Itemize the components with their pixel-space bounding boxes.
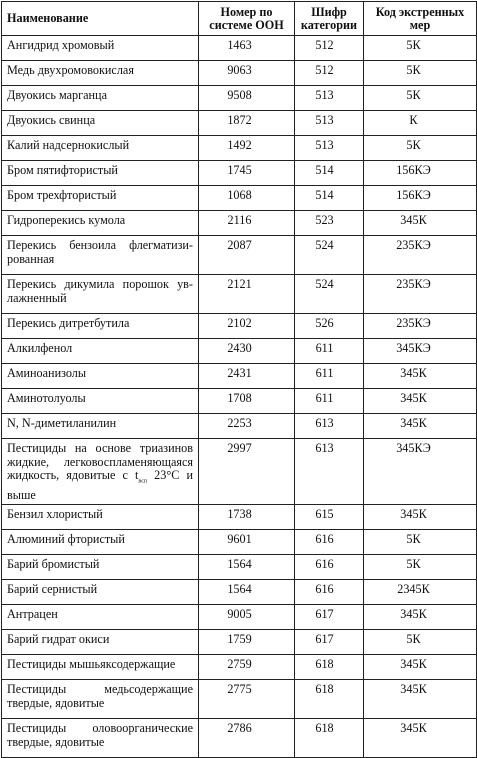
table-row bbox=[2, 680, 477, 719]
cell-code: 345К bbox=[364, 719, 477, 758]
header-code: Код экстренных мер bbox=[364, 2, 477, 36]
table-row bbox=[2, 136, 477, 161]
cell-code: 235КЭ bbox=[364, 314, 477, 339]
cell-name: Двуокись марганца bbox=[2, 86, 199, 111]
hazard-substances-table bbox=[1, 1, 477, 758]
cell-code: 5К bbox=[364, 136, 477, 161]
cell-un-number: 2087 bbox=[199, 236, 295, 275]
cell-code: 5К bbox=[364, 555, 477, 580]
cell-name: Аминоанизолы bbox=[2, 364, 199, 389]
cell-code: 5К bbox=[364, 530, 477, 555]
cell-un-number: 2430 bbox=[199, 339, 295, 364]
table-row bbox=[2, 530, 477, 555]
cell-code: 235КЭ bbox=[364, 236, 477, 275]
cell-category: 618 bbox=[295, 655, 364, 680]
header-row bbox=[2, 2, 477, 36]
cell-un-number: 2997 bbox=[199, 439, 295, 505]
cell-un-number: 2759 bbox=[199, 655, 295, 680]
cell-un-number: 1463 bbox=[199, 36, 295, 61]
header-un-number: Номер по системе ООН bbox=[199, 2, 295, 36]
cell-code: 345К bbox=[364, 364, 477, 389]
cell-name-post: 23°С и выше bbox=[7, 468, 193, 502]
cell-code: 235КЭ bbox=[364, 275, 477, 314]
cell-name-pre: Пестициды на основе триазинов жидкие, легковоспламеняющаяся жидкость, ядовитые с t bbox=[7, 441, 193, 482]
cell-name: N, N-диметиланилин bbox=[2, 414, 199, 439]
cell-category: 514 bbox=[295, 186, 364, 211]
cell-code: 156КЭ bbox=[364, 161, 477, 186]
table-row bbox=[2, 630, 477, 655]
cell-un-number: 2116 bbox=[199, 211, 295, 236]
table-row bbox=[2, 605, 477, 630]
header-name: Наименование bbox=[2, 2, 199, 36]
cell-code: 345К bbox=[364, 680, 477, 719]
cell-code: 345К bbox=[364, 414, 477, 439]
table-row bbox=[2, 364, 477, 389]
cell-un-number: 9005 bbox=[199, 605, 295, 630]
cell-name bbox=[2, 439, 199, 505]
cell-category: 617 bbox=[295, 605, 364, 630]
cell-category: 523 bbox=[295, 211, 364, 236]
cell-category: 616 bbox=[295, 580, 364, 605]
cell-category: 615 bbox=[295, 505, 364, 530]
cell-category: 617 bbox=[295, 630, 364, 655]
cell-category: 611 bbox=[295, 364, 364, 389]
cell-name: Аминотолуолы bbox=[2, 389, 199, 414]
cell-name: Двуокись свинца bbox=[2, 111, 199, 136]
cell-name: Барий гидрат окиси bbox=[2, 630, 199, 655]
cell-name: Алюминий фтористый bbox=[2, 530, 199, 555]
table-row bbox=[2, 211, 477, 236]
cell-category: 611 bbox=[295, 389, 364, 414]
cell-category: 526 bbox=[295, 314, 364, 339]
table-row bbox=[2, 505, 477, 530]
table-row bbox=[2, 414, 477, 439]
table-row bbox=[2, 314, 477, 339]
cell-name: Пестициды оловоорганические твердые, ядовитые bbox=[2, 719, 199, 758]
cell-code: 345К bbox=[364, 505, 477, 530]
table-row bbox=[2, 186, 477, 211]
table-row bbox=[2, 389, 477, 414]
cell-name: Барий бромистый bbox=[2, 555, 199, 580]
cell-category: 514 bbox=[295, 161, 364, 186]
cell-category: 611 bbox=[295, 339, 364, 364]
cell-category: 618 bbox=[295, 680, 364, 719]
table-row bbox=[2, 86, 477, 111]
table-header bbox=[2, 2, 477, 36]
cell-name: Калий надсернокислый bbox=[2, 136, 199, 161]
cell-name: Перекись дитретбутила bbox=[2, 314, 199, 339]
cell-name: Бром пятифтористый bbox=[2, 161, 199, 186]
cell-un-number: 1564 bbox=[199, 555, 295, 580]
cell-un-number: 1564 bbox=[199, 580, 295, 605]
cell-category: 613 bbox=[295, 439, 364, 505]
table-body bbox=[2, 36, 477, 758]
cell-category: 616 bbox=[295, 530, 364, 555]
cell-code: 345К bbox=[364, 655, 477, 680]
cell-name: Ангидрид хромовый bbox=[2, 36, 199, 61]
cell-category: 512 bbox=[295, 36, 364, 61]
cell-code: 345К bbox=[364, 605, 477, 630]
cell-un-number: 1738 bbox=[199, 505, 295, 530]
cell-code: 5К bbox=[364, 630, 477, 655]
cell-name: Гидроперекись кумола bbox=[2, 211, 199, 236]
cell-code: К bbox=[364, 111, 477, 136]
table-row bbox=[2, 555, 477, 580]
cell-un-number: 2121 bbox=[199, 275, 295, 314]
table-row bbox=[2, 236, 477, 275]
cell-un-number: 2775 bbox=[199, 680, 295, 719]
cell-un-number: 1872 bbox=[199, 111, 295, 136]
cell-code: 2345К bbox=[364, 580, 477, 605]
cell-un-number: 1492 bbox=[199, 136, 295, 161]
cell-category: 618 bbox=[295, 719, 364, 758]
cell-name: Пестициды медьсодержащие твердые, ядовитые bbox=[2, 680, 199, 719]
cell-name: Алкилфенол bbox=[2, 339, 199, 364]
cell-category: 513 bbox=[295, 111, 364, 136]
cell-un-number: 9508 bbox=[199, 86, 295, 111]
cell-un-number: 9601 bbox=[199, 530, 295, 555]
table-row bbox=[2, 580, 477, 605]
cell-category: 613 bbox=[295, 414, 364, 439]
cell-un-number: 1068 bbox=[199, 186, 295, 211]
table-row bbox=[2, 111, 477, 136]
cell-code: 5К bbox=[364, 36, 477, 61]
cell-name: Бром трехфтористый bbox=[2, 186, 199, 211]
cell-category: 524 bbox=[295, 236, 364, 275]
cell-un-number: 2253 bbox=[199, 414, 295, 439]
table-row bbox=[2, 439, 477, 505]
cell-un-number: 2786 bbox=[199, 719, 295, 758]
table-row bbox=[2, 339, 477, 364]
cell-name: Пестициды мышьяксодержащие bbox=[2, 655, 199, 680]
cell-un-number: 1745 bbox=[199, 161, 295, 186]
table-row bbox=[2, 719, 477, 758]
cell-code: 345КЭ bbox=[364, 339, 477, 364]
cell-name: Перекись дикумила порошок ув-лажненный bbox=[2, 275, 199, 314]
table-row bbox=[2, 161, 477, 186]
table-row bbox=[2, 61, 477, 86]
cell-name: Медь двухромовокислая bbox=[2, 61, 199, 86]
cell-code: 345КЭ bbox=[364, 439, 477, 505]
cell-code: 156КЭ bbox=[364, 186, 477, 211]
cell-un-number: 1708 bbox=[199, 389, 295, 414]
cell-category: 513 bbox=[295, 86, 364, 111]
cell-name: Перекись бензоила флегматизи-рованная bbox=[2, 236, 199, 275]
cell-category: 513 bbox=[295, 136, 364, 161]
table-row bbox=[2, 655, 477, 680]
header-category: Шифр категории bbox=[295, 2, 364, 36]
cell-name: Антрацен bbox=[2, 605, 199, 630]
cell-category: 616 bbox=[295, 555, 364, 580]
cell-un-number: 9063 bbox=[199, 61, 295, 86]
cell-category: 524 bbox=[295, 275, 364, 314]
cell-code: 345К bbox=[364, 211, 477, 236]
cell-un-number: 2102 bbox=[199, 314, 295, 339]
cell-name: Бензил хлористый bbox=[2, 505, 199, 530]
cell-un-number: 1759 bbox=[199, 630, 295, 655]
cell-code: 5К bbox=[364, 86, 477, 111]
table-row bbox=[2, 36, 477, 61]
cell-name-subscript: всп bbox=[138, 478, 148, 485]
cell-code: 5К bbox=[364, 61, 477, 86]
table-row bbox=[2, 275, 477, 314]
cell-code: 345К bbox=[364, 389, 477, 414]
cell-name: Барий сернистый bbox=[2, 580, 199, 605]
cell-category: 512 bbox=[295, 61, 364, 86]
cell-un-number: 2431 bbox=[199, 364, 295, 389]
